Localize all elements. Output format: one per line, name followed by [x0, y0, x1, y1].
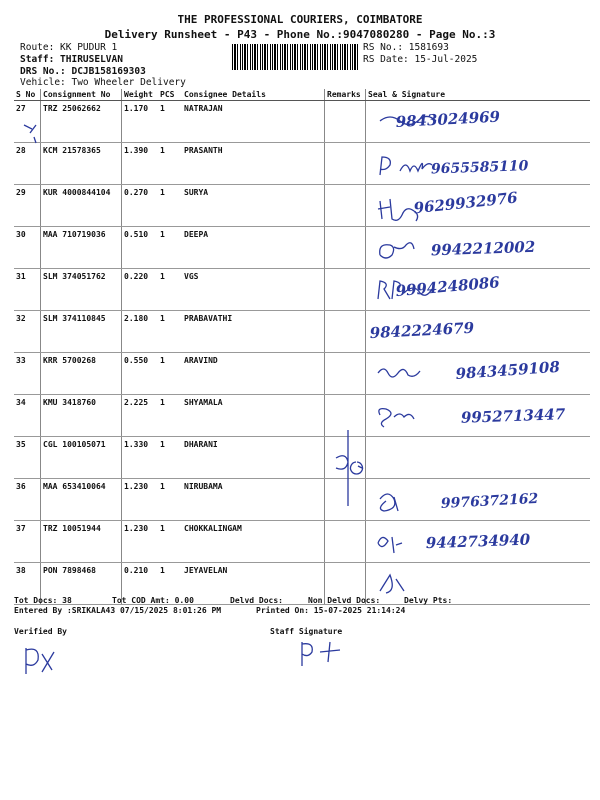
cell-pcs: 1 [158, 185, 182, 227]
verified-by-label: Verified By [14, 627, 67, 636]
cell-consignee-name: NATRAJAN [182, 101, 325, 143]
cell-consignee-name: VGS [182, 269, 325, 311]
cell-weight: 0.220 [122, 269, 159, 311]
cell-sno: 34 [14, 395, 41, 437]
company-title: THE PROFESSIONAL COURIERS, COIMBATORE [177, 13, 423, 26]
vehicle-label: Vehicle: Two Wheeler Delivery [20, 77, 186, 88]
handwritten-phone: 9994248086 [394, 273, 501, 301]
col-consignee: Consignee Details [182, 89, 325, 101]
drs-number: DRS No.: DCJB158169303 [20, 66, 146, 77]
staff-signature-mark [296, 636, 356, 670]
signature-stroke [380, 575, 404, 593]
cell-seal-signature [366, 269, 591, 311]
cell-sno: 33 [14, 353, 41, 395]
table-row [14, 185, 590, 227]
cell-weight: 2.180 [122, 311, 159, 353]
cell-consignee-name: ARAVIND [182, 353, 325, 395]
signature-stroke [378, 369, 420, 377]
cell-seal-signature [366, 521, 591, 563]
table-row [14, 479, 590, 521]
runsheet-table [14, 89, 590, 605]
cell-consignment-no: TRZ 10051944 [41, 521, 122, 563]
handwritten-signature [366, 521, 586, 561]
table-row [14, 227, 590, 269]
handwritten-signature [366, 101, 586, 141]
col-remarks: Remarks [325, 89, 366, 101]
cell-remarks [325, 227, 366, 269]
col-pcs: PCS [158, 89, 182, 101]
table-row [14, 311, 590, 353]
cell-consignment-no: SLM 374051762 [41, 269, 122, 311]
non-delivered-docs: Non Delvd Docs: [308, 596, 381, 605]
cell-sno: 37 [14, 521, 41, 563]
cell-sno: 36 [14, 479, 41, 521]
total-docs: Tot Docs: 38 [14, 596, 72, 605]
cell-consignment-no: PON 7898468 [41, 563, 122, 605]
handwritten-phone: 9942212002 [430, 237, 536, 260]
table-row [14, 563, 590, 605]
table-row [14, 437, 590, 479]
col-seal-signature: Seal & Signature [366, 89, 591, 101]
cell-sno: 38 [14, 563, 41, 605]
cell-weight: 0.510 [122, 227, 159, 269]
cell-pcs: 1 [158, 395, 182, 437]
cell-seal-signature [366, 479, 591, 521]
cell-weight: 0.210 [122, 563, 159, 605]
cell-sno: 29 [14, 185, 41, 227]
handwritten-signature [366, 269, 586, 309]
table-header-row [14, 89, 590, 101]
signature-stroke [380, 157, 432, 175]
table-row [14, 143, 590, 185]
delivered-docs: Delvd Docs: [230, 596, 283, 605]
cell-consignee-name: SHYAMALA [182, 395, 325, 437]
runsheet-subtitle: Delivery Runsheet - P43 - Phone No.:9047080280 - Page No.:3 [104, 28, 496, 41]
cell-consignment-no: KMU 3418760 [41, 395, 122, 437]
bracket-scribble-mark [328, 428, 378, 508]
tick-scribble-mark [20, 115, 60, 155]
handwritten-signature [366, 395, 586, 435]
table-row [14, 395, 590, 437]
cell-remarks [325, 143, 366, 185]
cell-seal-signature [366, 353, 591, 395]
cell-sno: 31 [14, 269, 41, 311]
cell-sno: 32 [14, 311, 41, 353]
handwritten-signature [366, 479, 586, 519]
cell-consignment-no: KUR 4000844104 [41, 185, 122, 227]
cell-consignment-no: KCM 21578365 [41, 143, 122, 185]
table-row [14, 269, 590, 311]
cell-seal-signature [366, 563, 591, 605]
signature-stroke [378, 537, 402, 553]
cell-sno: 28 [14, 143, 41, 185]
handwritten-signature [366, 437, 586, 477]
handwritten-signature [366, 227, 586, 267]
cell-seal-signature [366, 437, 591, 479]
cell-remarks [325, 185, 366, 227]
barcode-image [232, 44, 358, 70]
cell-weight: 1.170 [122, 101, 159, 143]
cell-consignee-name: DHARANI [182, 437, 325, 479]
handwritten-phone: 9442734940 [425, 530, 531, 553]
cell-pcs: 1 [158, 101, 182, 143]
signature-stroke [379, 409, 414, 427]
table-row [14, 521, 590, 563]
cell-remarks [325, 521, 366, 563]
cell-consignment-no: MAA 710719036 [41, 227, 122, 269]
cell-pcs: 1 [158, 437, 182, 479]
cell-pcs: 1 [158, 269, 182, 311]
table-row [14, 101, 590, 143]
handwritten-phone: 9976372162 [440, 490, 539, 512]
staff-signature-label: Staff Signature [270, 627, 343, 636]
cell-remarks [325, 101, 366, 143]
cell-seal-signature [366, 395, 591, 437]
handwritten-phone: 9842224679 [369, 318, 475, 343]
entered-by: Entered By :SRIKALA43 07/15/2025 8:01:26 PM [14, 606, 222, 615]
cell-seal-signature [366, 185, 591, 227]
signature-stroke [378, 199, 418, 221]
staff-label: Staff: THIRUSELVAN [20, 54, 123, 65]
cell-remarks [325, 311, 366, 353]
cell-weight: 1.390 [122, 143, 159, 185]
cell-consignee-name: PRABAVATHI [182, 311, 325, 353]
handwritten-signature [366, 353, 586, 393]
cell-weight: 0.550 [122, 353, 159, 395]
cell-weight: 1.330 [122, 437, 159, 479]
cell-consignee-name: NIRUBAMA [182, 479, 325, 521]
cell-pcs: 1 [158, 227, 182, 269]
handwritten-signature [366, 563, 586, 603]
cell-consignee-name: JEYAVELAN [182, 563, 325, 605]
handwritten-phone: 9629932976 [412, 188, 519, 218]
signature-stroke [380, 243, 414, 258]
handwritten-signature [366, 143, 586, 183]
cell-weight: 1.230 [122, 479, 159, 521]
route-label: Route: KK PUDUR 1 [20, 42, 118, 53]
cell-seal-signature [366, 227, 591, 269]
cell-pcs: 1 [158, 479, 182, 521]
rs-date: RS Date: 15-Jul-2025 [363, 54, 478, 65]
handwritten-phone: 9952713447 [460, 405, 566, 427]
delivery-points: Delvy Pts: [404, 596, 453, 605]
handwritten-phone: 9843024969 [395, 107, 501, 131]
table-row [14, 353, 590, 395]
cell-remarks [325, 269, 366, 311]
total-cod-amount: Tot COD Amt: 0.00 [112, 596, 194, 605]
cell-seal-signature [366, 143, 591, 185]
cell-consignee-name: DEEPA [182, 227, 325, 269]
cell-sno: 27 [14, 101, 41, 143]
cell-consignee-name: CHOKKALINGAM [182, 521, 325, 563]
cell-remarks [325, 353, 366, 395]
cell-consignee-name: SURYA [182, 185, 325, 227]
cell-consignment-no: KRR 5700268 [41, 353, 122, 395]
cell-consignment-no: TRZ 25062662 [41, 101, 122, 143]
cell-weight: 0.270 [122, 185, 159, 227]
handwritten-phone: 9843459108 [455, 357, 561, 383]
handwritten-signature [366, 311, 586, 351]
cell-consignee-name: PRASANTH [182, 143, 325, 185]
cell-pcs: 1 [158, 353, 182, 395]
col-sno: S No [14, 89, 41, 101]
cell-consignment-no: CGL 100105071 [41, 437, 122, 479]
cell-pcs: 1 [158, 311, 182, 353]
handwritten-signature [366, 185, 586, 225]
cell-seal-signature [366, 311, 591, 353]
cell-consignment-no: SLM 374110845 [41, 311, 122, 353]
col-consignment: Consignment No [41, 89, 122, 101]
rs-number: RS No.: 1581693 [363, 42, 449, 53]
cell-consignment-no: MAA 653410064 [41, 479, 122, 521]
printed-on: Printed On: 15-07-2025 21:14:24 [256, 606, 406, 615]
cell-pcs: 1 [158, 521, 182, 563]
cell-pcs: 1 [158, 143, 182, 185]
signature-stroke [380, 494, 398, 511]
cell-seal-signature [366, 101, 591, 143]
cell-sno: 30 [14, 227, 41, 269]
cell-weight: 2.225 [122, 395, 159, 437]
cell-weight: 1.230 [122, 521, 159, 563]
handwritten-phone: 9655585110 [430, 158, 529, 178]
verifier-signature [20, 640, 80, 680]
col-weight: Weight [122, 89, 159, 101]
cell-pcs: 1 [158, 563, 182, 605]
cell-sno: 35 [14, 437, 41, 479]
